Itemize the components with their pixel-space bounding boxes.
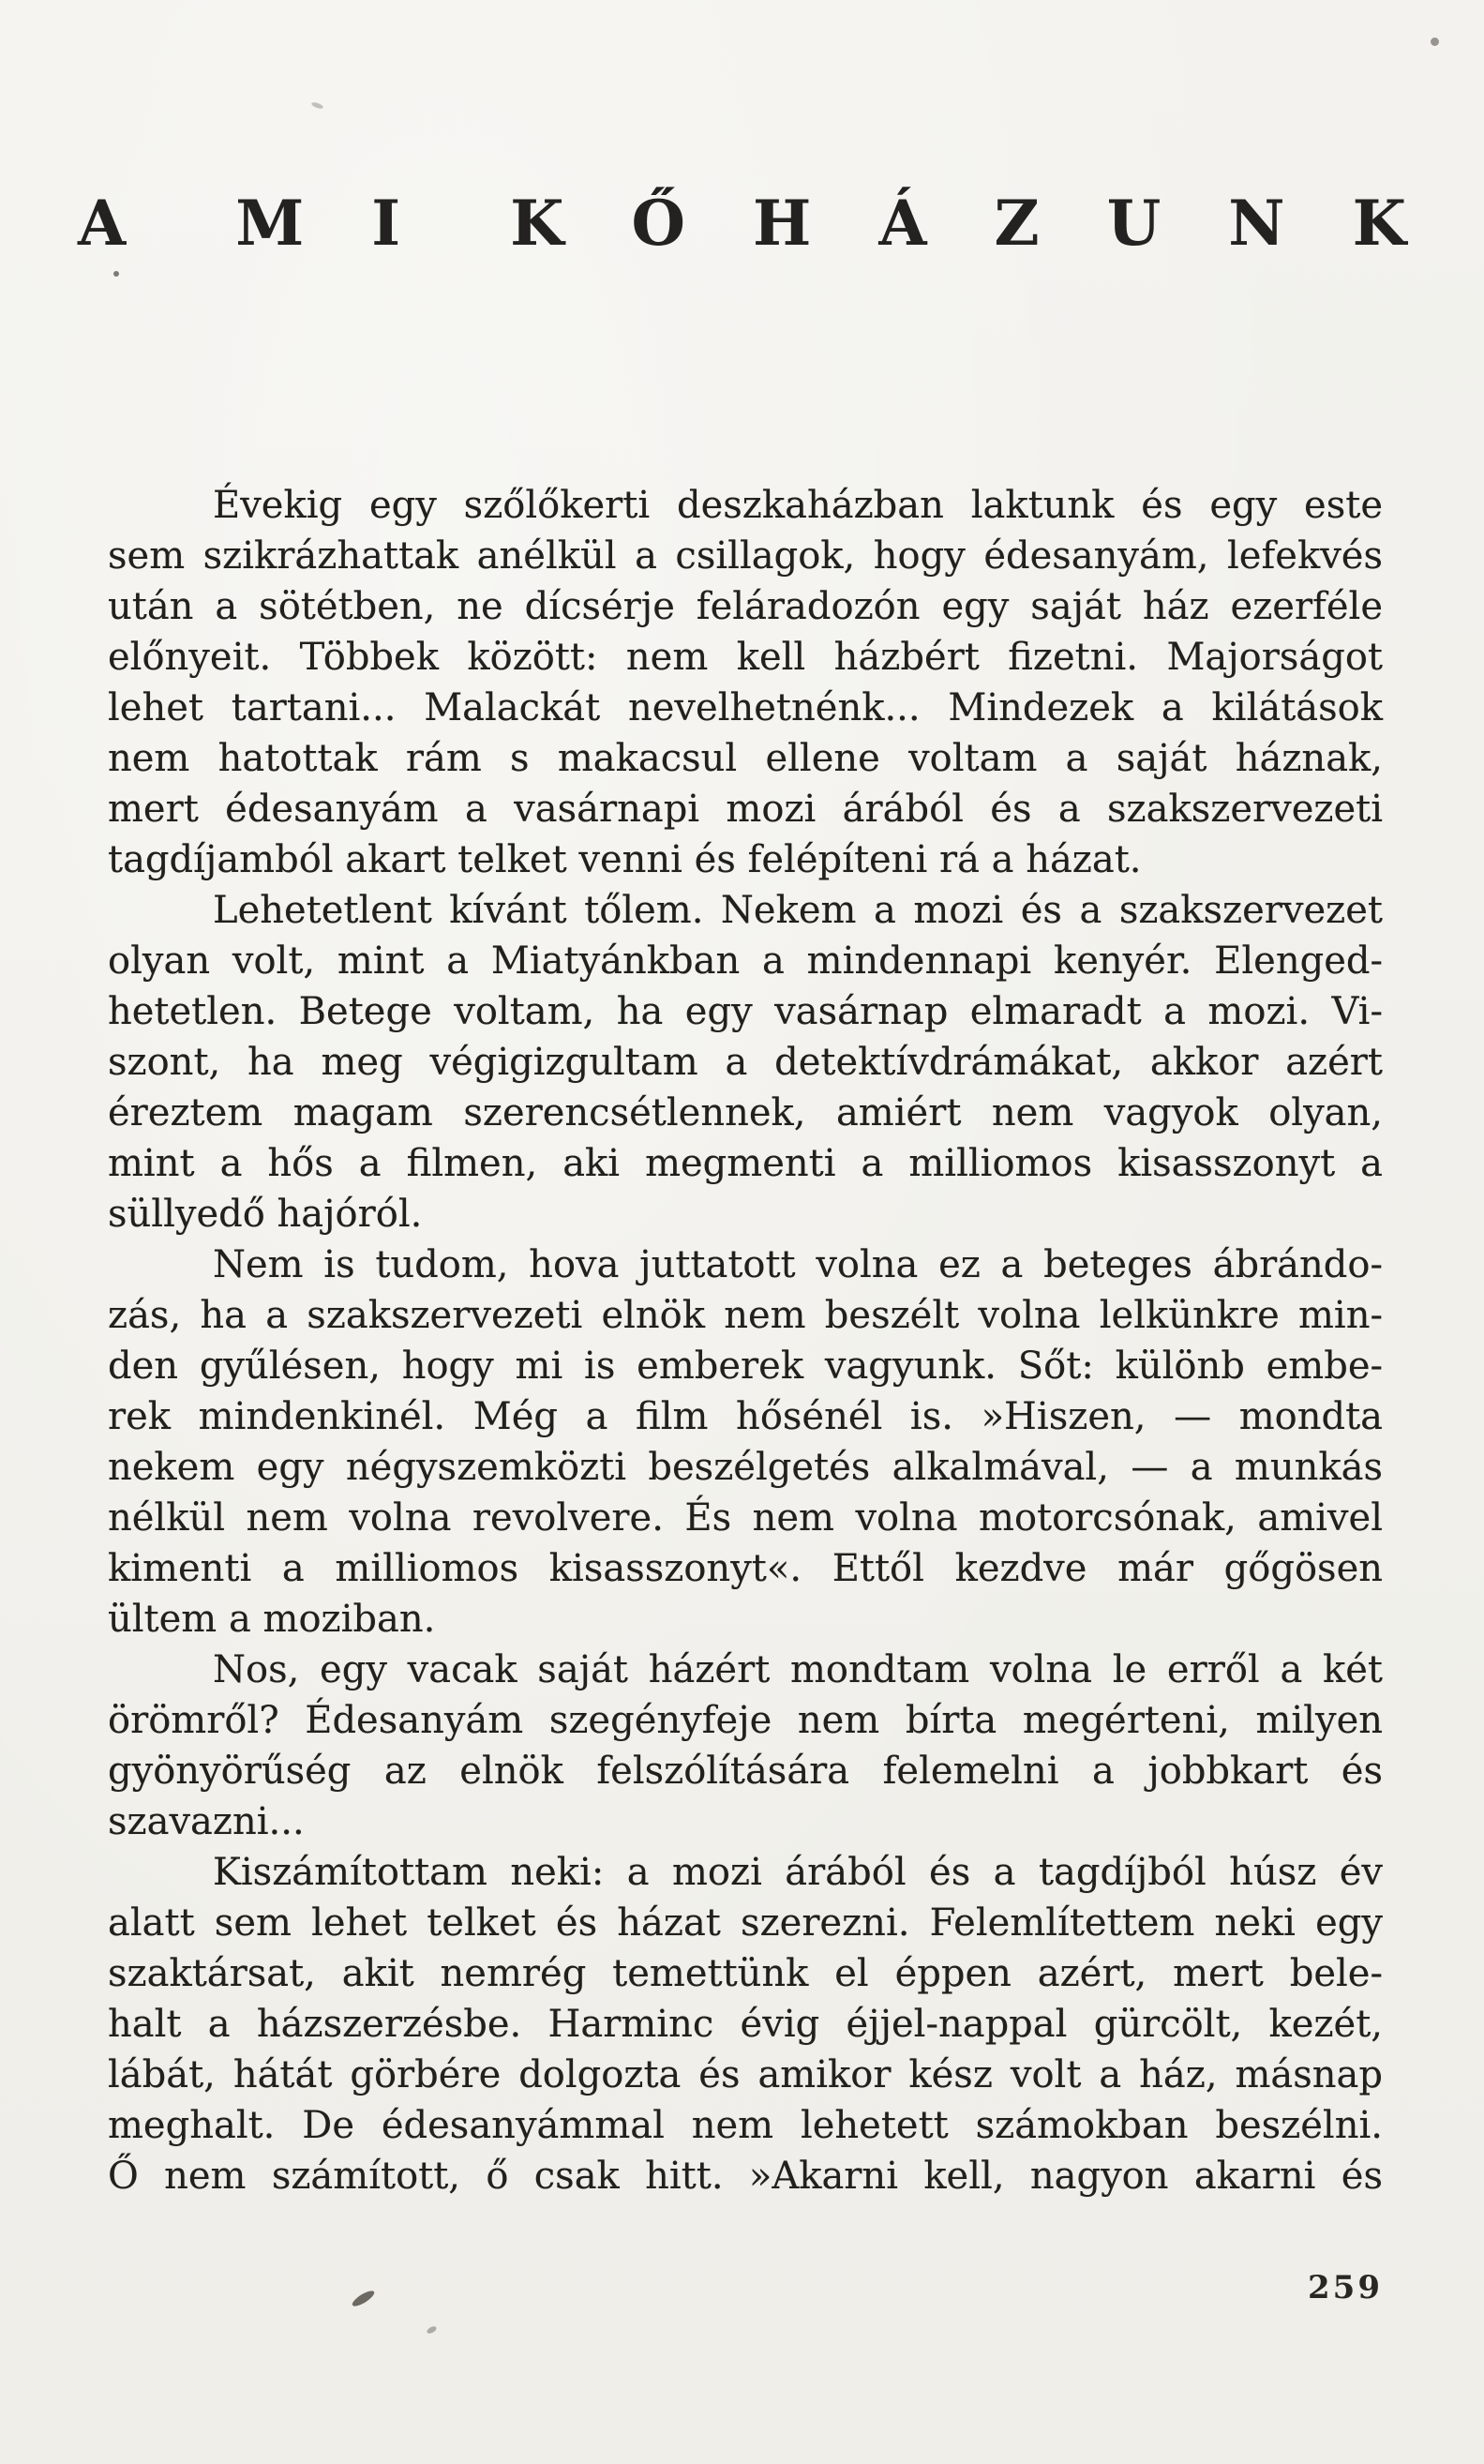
text-line: alatt sem lehet telket és házat szerezni. Felemlítettem neki egy bbox=[108, 1901, 1383, 1945]
text-line: hetetlen. Betege voltam, ha egy vasárnap elmaradt a mozi. Vi- bbox=[108, 990, 1383, 1033]
ink-speck bbox=[1431, 38, 1439, 46]
text-line: nekem egy négyszemközti beszélgetés alkalmával, — a munkás bbox=[108, 1446, 1383, 1489]
text-line: mint a hős a filmen, aki megmenti a milliomos kisasszonyt a bbox=[108, 1142, 1383, 1185]
page-title bbox=[0, 187, 1484, 260]
text-line: meghalt. De édesanyámmal nem lehetett számokban beszélni. bbox=[108, 2104, 1383, 2147]
body-text bbox=[108, 480, 1383, 2201]
ink-speck bbox=[113, 271, 119, 277]
text-line: olyan volt, mint a Miatyánkban a mindennapi kenyér. Elenged- bbox=[108, 939, 1383, 983]
text-line: Nos, egy vacak saját házért mondtam volna le erről a két bbox=[213, 1648, 1383, 1691]
text-line: süllyedő hajóról. bbox=[108, 1193, 423, 1236]
text-line: zás, ha a szakszervezeti elnök nem beszélt volna lelkünkre min- bbox=[108, 1294, 1383, 1337]
ink-speck bbox=[311, 101, 324, 110]
text-line: éreztem magam szerencsétlennek, amiért nem vagyok olyan, bbox=[108, 1091, 1383, 1134]
text-line: Ő nem számított, ő csak hitt. »Akarni kell, nagyon akarni és bbox=[108, 2155, 1383, 2198]
text-line: halt a házszerzésbe. Harminc évig éjjel-nappal gürcölt, kezét, bbox=[108, 2003, 1383, 2046]
text-line: örömről? Édesanyám szegényfeje nem bírta megérteni, milyen bbox=[108, 1699, 1383, 1742]
ink-speck bbox=[351, 2289, 377, 2309]
page-title-text: A MI KŐHÁZUNK bbox=[78, 187, 1474, 260]
text-line: szont, ha meg végigizgultam a detektívdrámákat, akkor azért bbox=[108, 1041, 1383, 1084]
paragraph bbox=[108, 1847, 1383, 2201]
text-line: Évekig egy szőlőkerti deszkaházban laktunk és egy este bbox=[213, 484, 1383, 527]
text-line: Kiszámítottam neki: a mozi árából és a tagdíjból húsz év bbox=[213, 1851, 1383, 1894]
text-line: rek mindenkinél. Még a film hősénél is. »Hiszen, — mondta bbox=[108, 1395, 1383, 1438]
text-line: gyönyörűség az elnök felszólítására felemelni a jobbkart és bbox=[108, 1750, 1383, 1793]
paragraph bbox=[108, 1240, 1383, 1645]
text-line: előnyeit. Többek között: nem kell házbért fizetni. Majorságot bbox=[108, 636, 1383, 679]
paragraph bbox=[108, 1645, 1383, 1847]
text-line: kimenti a milliomos kisasszonyt«. Ettől kezdve már gőgösen bbox=[108, 1547, 1383, 1590]
text-line: Lehetetlent kívánt tőlem. Nekem a mozi és a szakszervezet bbox=[213, 889, 1383, 932]
text-line: szaktársat, akit nemrég temettünk el éppen azért, mert bele- bbox=[108, 1952, 1383, 1995]
text-line: tagdíjamból akart telket venni és felépíteni rá a házat. bbox=[108, 838, 1142, 881]
text-line: Nem is tudom, hova juttatott volna ez a beteges ábrándo- bbox=[213, 1243, 1383, 1286]
page-number: 259 bbox=[1308, 2269, 1383, 2306]
text-line: mert édesanyám a vasárnapi mozi árából és a szakszervezeti bbox=[108, 788, 1383, 831]
text-line: sem szikrázhattak anélkül a csillagok, hogy édesanyám, lefekvés bbox=[108, 534, 1383, 578]
text-line: után a sötétben, ne dícsérje feláradozón egy saját ház ezerféle bbox=[108, 585, 1383, 628]
paragraph bbox=[108, 480, 1383, 885]
text-line: nélkül nem volna revolvere. És nem volna motorcsónak, amivel bbox=[108, 1496, 1383, 1540]
text-line: nem hatottak rám s makacsul ellene voltam a saját háznak, bbox=[108, 737, 1383, 780]
text-line: ültem a moziban. bbox=[108, 1598, 436, 1641]
paragraph bbox=[108, 885, 1383, 1240]
text-line: lehet tartani... Malackát nevelhetnénk... Mindezek a kilátások bbox=[108, 686, 1383, 729]
text-line: szavazni... bbox=[108, 1800, 305, 1843]
text-line: den gyűlésen, hogy mi is emberek vagyunk. Sőt: különb embe- bbox=[108, 1345, 1383, 1388]
ink-speck bbox=[426, 2325, 438, 2335]
text-line: lábát, hátát görbére dolgozta és amikor kész volt a ház, másnap bbox=[108, 2053, 1383, 2096]
